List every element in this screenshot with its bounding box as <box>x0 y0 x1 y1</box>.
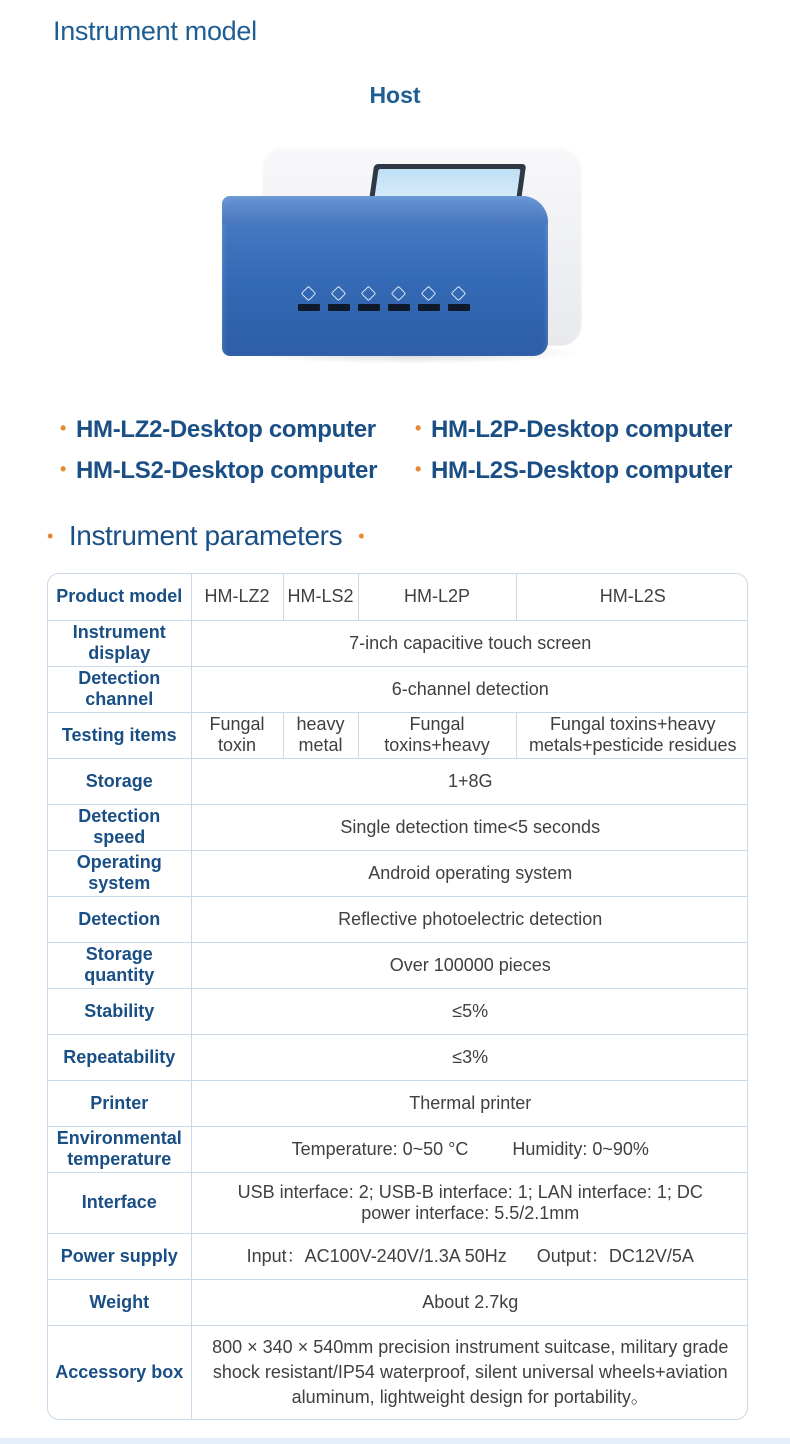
humidity-value: Humidity: 0~90% <box>512 1138 649 1159</box>
table-row <box>48 666 748 712</box>
table-row <box>48 942 748 988</box>
device-front-panel <box>222 196 548 356</box>
row-label: Detection channel <box>48 666 191 712</box>
section-title: Instrument model <box>53 16 257 46</box>
power-input: Input：AC100V-240V/1.3A 50Hz <box>246 1245 507 1266</box>
row-label: Testing items <box>48 712 191 758</box>
cell-value: Thermal printer <box>191 1080 748 1126</box>
cell-value: ≤5% <box>191 988 748 1034</box>
bullet-dot: • <box>60 418 67 438</box>
table-row <box>48 1080 748 1126</box>
cell-value: 1+8G <box>191 758 748 804</box>
cell-value: Fungal toxins+heavy metals+pesticide residues <box>516 712 748 758</box>
bullet-dot: • <box>358 526 365 546</box>
table-row <box>48 1126 748 1172</box>
cell-value: Single detection time<5 seconds <box>191 804 748 850</box>
cell-value: 7-inch capacitive touch screen <box>191 620 748 666</box>
row-label: Power supply <box>48 1233 191 1279</box>
row-label: Product model <box>48 574 191 620</box>
row-label: Storage quantity <box>48 942 191 988</box>
cell-value: Android operating system <box>191 850 748 896</box>
table-row <box>48 804 748 850</box>
host-device-image <box>222 146 582 362</box>
table-row <box>48 574 748 620</box>
table-row <box>48 758 748 804</box>
cell-value: Fungal toxin <box>191 712 283 758</box>
row-label: Interface <box>48 1172 191 1233</box>
slot-5 <box>418 288 438 316</box>
row-label: Detection <box>48 896 191 942</box>
row-label: Weight <box>48 1279 191 1325</box>
row-label: Instrument display <box>48 620 191 666</box>
host-label: Host <box>369 82 421 108</box>
cell-value: HM-L2P <box>358 574 516 620</box>
params-title: • Instrument parameters • <box>47 520 365 551</box>
model-item: • HM-LS2-Desktop computer <box>60 457 378 484</box>
row-label: Storage <box>48 758 191 804</box>
row-label: Environmental temperature <box>48 1126 191 1172</box>
bullet-dot: • <box>60 459 67 479</box>
table-row <box>48 1233 748 1279</box>
cell-value: Reflective photoelectric detection <box>191 896 748 942</box>
cell-value: USB interface: 2; USB-B interface: 1; LAN interface: 1; DC power interface: 5.5/2.1mm <box>191 1172 748 1233</box>
model-item: • HM-LZ2-Desktop computer <box>60 416 376 443</box>
cell-value: Fungal toxins+heavy <box>358 712 516 758</box>
table-row <box>48 1279 748 1325</box>
temperature-value: Temperature: 0~50 °C <box>291 1138 469 1159</box>
row-label: Repeatability <box>48 1034 191 1080</box>
bullet-dot: • <box>47 526 53 546</box>
cell-value <box>191 1233 748 1279</box>
table-row <box>48 712 748 758</box>
cell-value: 800 × 340 × 540mm precision instrument suitcase, military grade shock resistant/IP54 waterproof, silent universal wheels+aviation aluminum, lightweight design for portability。 <box>191 1325 748 1420</box>
cell-value: HM-LS2 <box>283 574 358 620</box>
cell-value: 6-channel detection <box>191 666 748 712</box>
table-row <box>48 988 748 1034</box>
table-row <box>48 1325 748 1420</box>
bottom-bar <box>0 1438 790 1444</box>
table-row <box>48 1172 748 1233</box>
cell-value: HM-LZ2 <box>191 574 283 620</box>
row-label: Operating system <box>48 850 191 896</box>
cell-value: Over 100000 pieces <box>191 942 748 988</box>
bullet-dot: • <box>415 418 422 438</box>
parameters-table <box>47 573 748 1420</box>
cell-value: About 2.7kg <box>191 1279 748 1325</box>
slot-2 <box>328 288 348 316</box>
cell-value <box>191 1126 748 1172</box>
slot-6 <box>448 288 468 316</box>
table-row <box>48 896 748 942</box>
detection-slots <box>298 288 468 316</box>
row-label: Detection speed <box>48 804 191 850</box>
cell-value: ≤3% <box>191 1034 748 1080</box>
slot-4 <box>388 288 408 316</box>
row-label: Stability <box>48 988 191 1034</box>
cell-value: heavy metal <box>283 712 358 758</box>
slot-3 <box>358 288 378 316</box>
table-row <box>48 1034 748 1080</box>
power-output: Output：DC12V/5A <box>536 1245 694 1266</box>
row-label: Accessory box <box>48 1325 191 1420</box>
model-item: • HM-L2P-Desktop computer <box>415 416 733 443</box>
table-row <box>48 850 748 896</box>
cell-value: HM-L2S <box>516 574 748 620</box>
bullet-dot: • <box>415 459 422 479</box>
slot-1 <box>298 288 318 316</box>
table-row <box>48 620 748 666</box>
model-item: • HM-L2S-Desktop computer <box>415 457 733 484</box>
row-label: Printer <box>48 1080 191 1126</box>
